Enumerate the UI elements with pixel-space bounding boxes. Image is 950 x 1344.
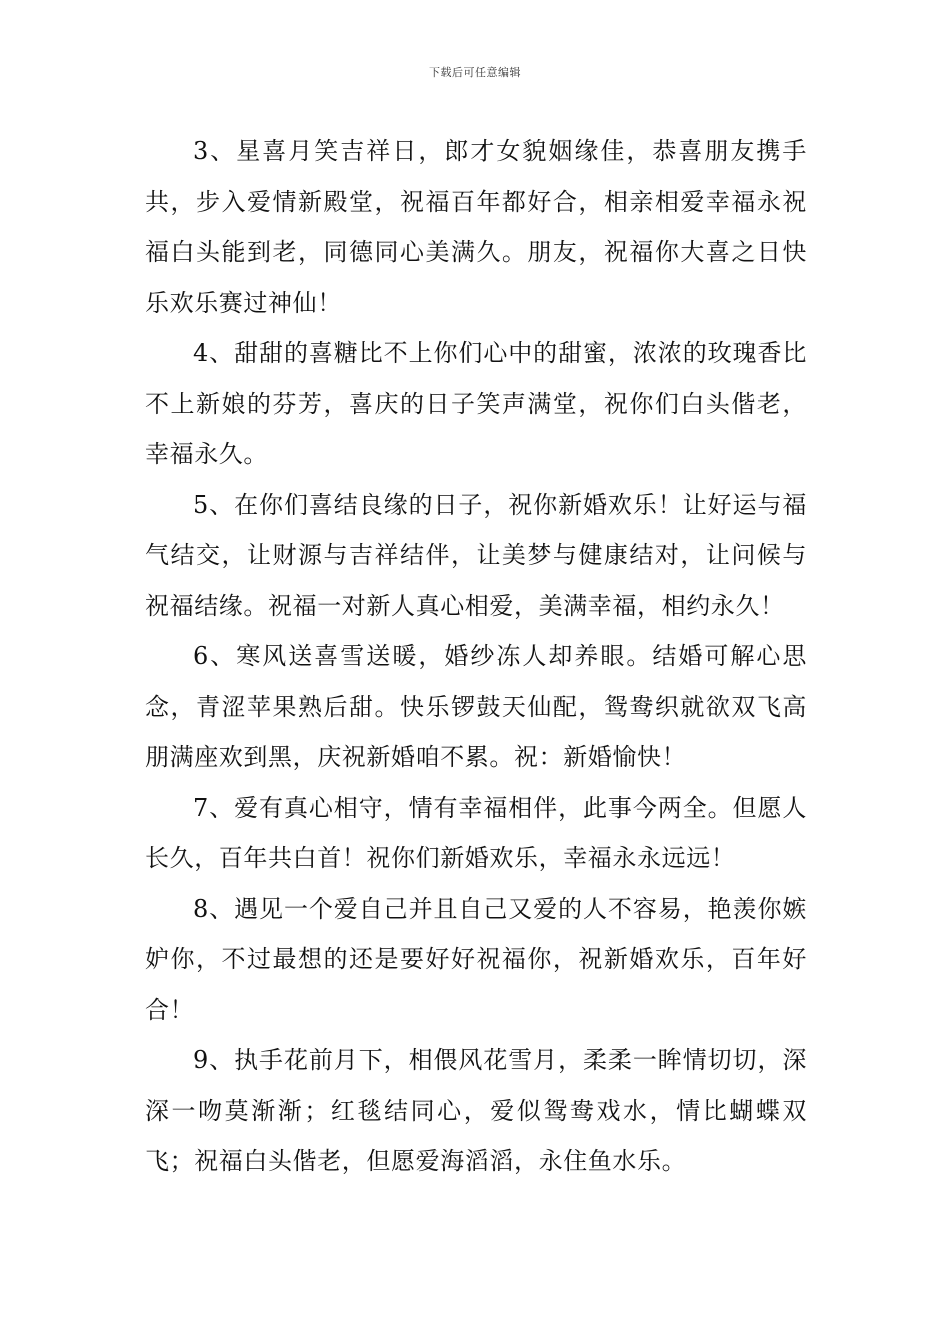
paragraph-7: 7、爱有真心相守，情有幸福相伴，此事今两全。但愿人长久，百年共白首！祝你们新婚欢乐，幸福永永远远！ [145, 793, 807, 872]
paragraph-6: 6、寒风送喜雪送暖，婚纱冻人却养眼。结婚可解心思念，青涩苹果熟后甜。快乐锣鼓天仙配，鸳鸯织就欲双飞高朋满座欢到黑，庆祝新婚咱不累。祝：新婚愉快！ [145, 642, 807, 771]
paragraph-3: 3、星喜月笑吉祥日，郎才女貌姻缘佳，恭喜朋友携手共，步入爱情新殿堂，祝福百年都好合，相亲相爱幸福永祝福白头能到老，同德同心美满久。朋友，祝福你大喜之日快乐欢乐赛过神仙！ [145, 137, 807, 317]
document-body [145, 126, 807, 1187]
paragraph-9: 9、执手花前月下，相偎风花雪月，柔柔一眸情切切，深深一吻莫渐渐；红毯结同心，爱似鸳鸯戏水，情比蝴蝶双飞；祝福白头偕老，但愿爱海滔滔，永住鱼水乐。 [145, 1046, 807, 1175]
paragraph-5: 5、在你们喜结良缘的日子，祝你新婚欢乐！让好运与福气结交，让财源与吉祥结伴，让美梦与健康结对，让问候与祝福结缘。祝福一对新人真心相爱，美满幸福，相约永久！ [145, 490, 807, 620]
header-note: 下载后可任意编辑 [429, 66, 521, 79]
paragraph-4: 4、甜甜的喜糖比不上你们心中的甜蜜，浓浓的玫瑰香比不上新娘的芬芳，喜庆的日子笑声满堂，祝你们白头偕老，幸福永久。 [145, 339, 807, 468]
paragraph-8: 8、遇见一个爱自己并且自己又爱的人不容易，艳羡你嫉妒你，不过最想的还是要好好祝福你，祝新婚欢乐，百年好合！ [145, 894, 807, 1024]
